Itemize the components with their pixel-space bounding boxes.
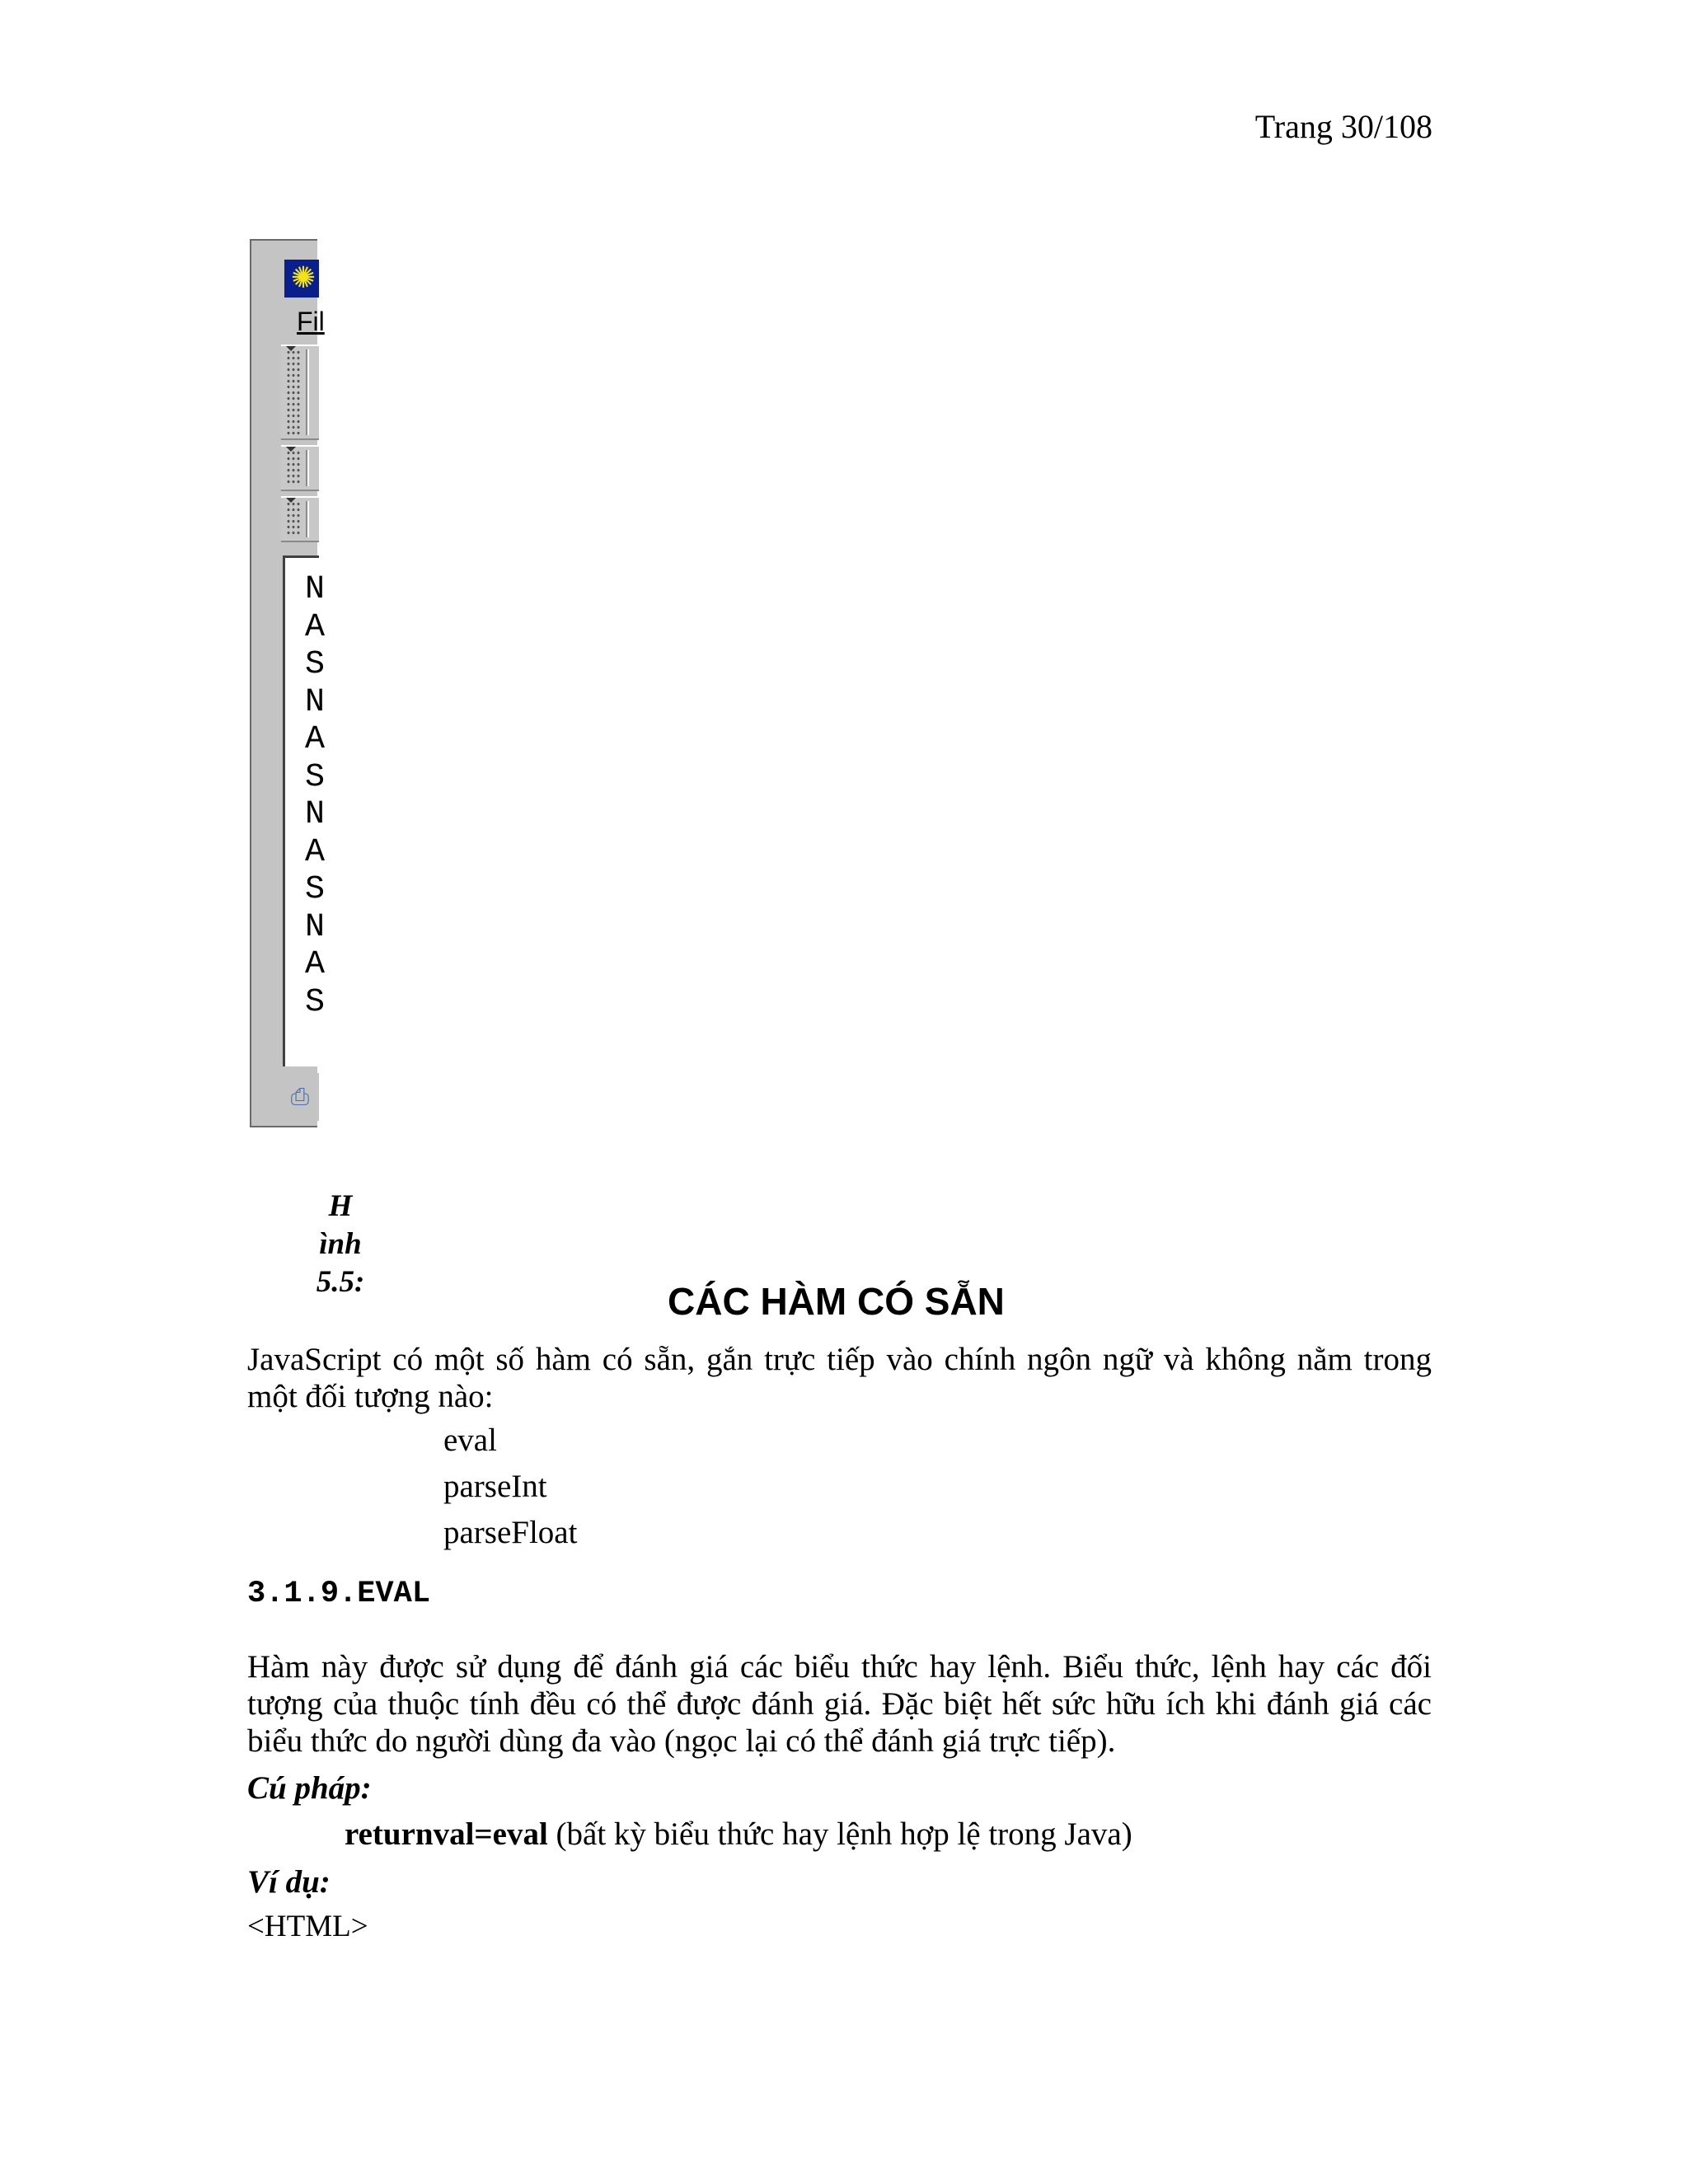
caption-line: H	[328, 1189, 353, 1223]
syntax-line	[345, 1816, 1132, 1853]
function-item: eval	[443, 1422, 497, 1458]
example-code-line: <HTML>	[247, 1910, 368, 1943]
app-sun-icon: ✺	[290, 261, 316, 295]
textarea-line: N	[305, 571, 326, 608]
textarea-line: N	[305, 796, 326, 833]
caption-line: 5.5:	[316, 1265, 365, 1299]
function-item: parseInt	[443, 1469, 547, 1504]
textarea-line: S	[305, 871, 326, 908]
status-tray-icon: ⎙	[290, 1083, 310, 1110]
function-item: parseFloat	[443, 1515, 578, 1550]
toolbar-standard	[281, 344, 319, 440]
example-label: Ví dụ:	[247, 1864, 331, 1900]
toolbar-formatting	[281, 445, 319, 491]
toolbar-grip-icon[interactable]	[286, 349, 301, 435]
textarea-line: N	[305, 908, 326, 946]
section-heading: CÁC HÀM CÓ SẴN	[668, 1280, 1005, 1323]
textarea-line: N	[305, 683, 326, 721]
textarea-lines	[305, 571, 325, 1021]
syntax-code: returnval=eval	[345, 1816, 548, 1852]
builtin-function-list	[443, 1418, 577, 1556]
toolbar-grip-icon[interactable]	[286, 450, 301, 486]
intro-paragraph: JavaScript có một số hàm có sẵn, gắn trực tiếp vào chính ngôn ngữ và không nằm trong một đối tượng nào:	[247, 1342, 1432, 1414]
textarea-line: A	[305, 946, 326, 983]
eval-description: Hàm này được sử dụng để đánh giá các biểu thức hay lệnh. Biểu thức, lệnh hay các đối tượng của thuộc tính đều có thể được đánh giá. Đặc biệt hết sức hữu ích khi đánh giá các biểu thức do người dùng đa vào (ngọc lại có thể đánh giá trực tiếp).	[247, 1649, 1432, 1759]
toolbar-address	[281, 496, 319, 542]
caption-line: ình	[319, 1227, 362, 1261]
menu-file[interactable]: Fil	[297, 307, 325, 336]
textarea-line: S	[305, 646, 326, 683]
toolbar-separator	[306, 349, 307, 435]
textarea-line: S	[305, 983, 326, 1021]
toolbar-separator	[306, 501, 307, 537]
textarea-line: S	[305, 758, 326, 796]
screenshot-figure	[250, 239, 326, 1127]
content-textarea[interactable]	[283, 555, 326, 1066]
syntax-description: (bất kỳ biểu thức hay lệnh hợp lệ trong Java)	[547, 1816, 1132, 1852]
textarea-line: A	[305, 608, 326, 646]
syntax-label: Cú pháp:	[247, 1770, 372, 1806]
status-bar	[281, 1073, 319, 1121]
menu-bar	[284, 303, 325, 340]
toolbar-separator	[306, 450, 307, 486]
textarea-line: A	[305, 833, 326, 871]
toolbar-grip-icon[interactable]	[286, 501, 301, 537]
window-titlebar	[284, 260, 319, 298]
page-number: Trang 30/108	[1254, 108, 1432, 145]
figure-caption	[312, 1188, 369, 1301]
textarea-line: A	[305, 721, 326, 758]
subsection-heading: 3.1.9.EVAL	[247, 1577, 431, 1611]
